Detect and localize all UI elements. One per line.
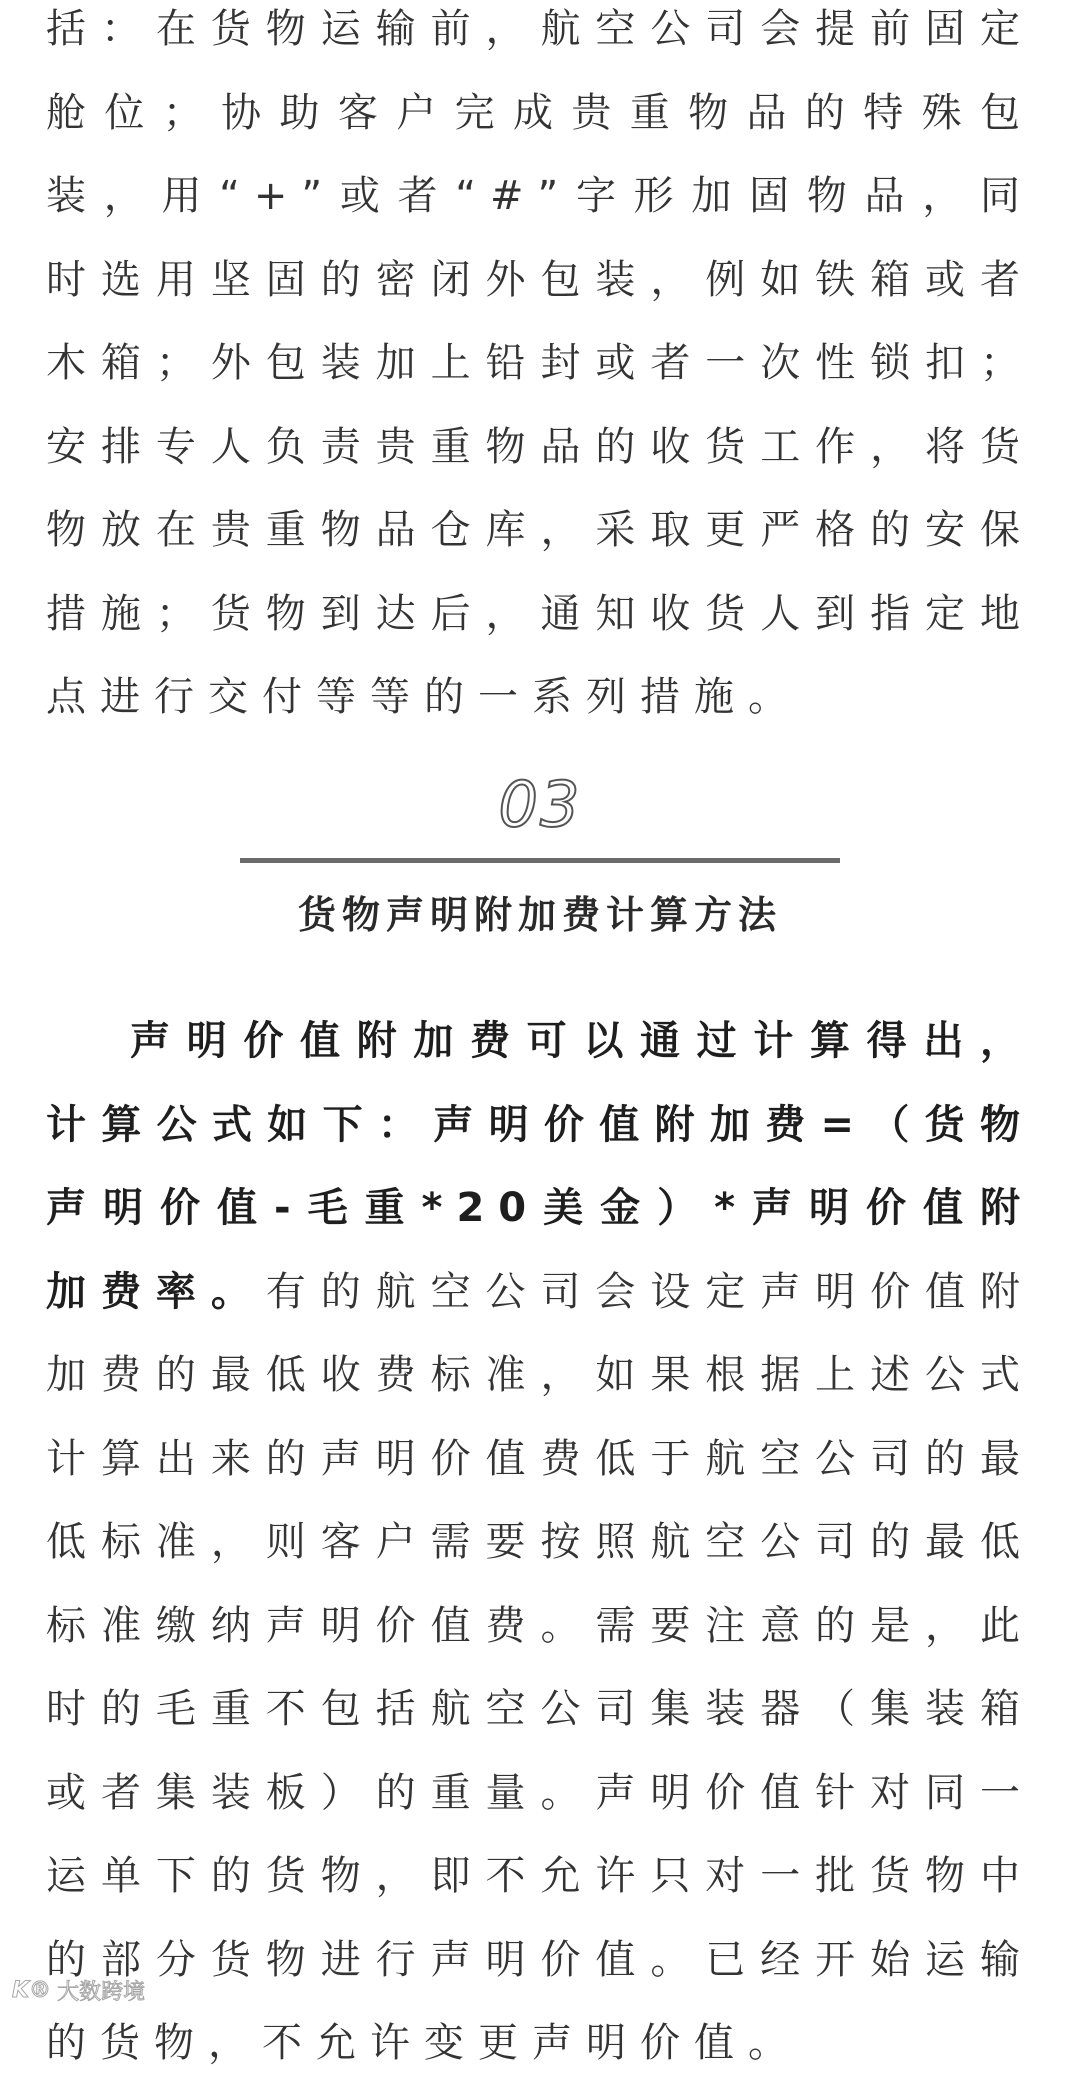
section-divider xyxy=(240,858,840,863)
watermark-logo-icon: K® xyxy=(12,1977,52,2003)
section-heading: 货物声明附加费计算方法 xyxy=(297,893,782,937)
paragraph-security-measures: 括：在货物运输前，航空公司会提前固定舱位；协助客户完成贵重物品的特殊包装，用“+”或者“#”字形加固物品，同时选用坚固的密闭外包装，例如铁箱或者木箱；外包装加上铅封或者一次性锁扣；安排专人负责贵重物品的收货工作，将货物放在贵重物品仓库，采取更严格的安保措施；货物到达后，通知收货人到指定地点进行交付等等的一系列措施。 xyxy=(46,6,1034,720)
paragraph-surcharge-calculation xyxy=(46,1000,1034,2086)
paragraph-body-text: 有的航空公司会设定声明价值附加费的最低收费标准，如果根据上述公式计算出来的声明价值费低于航空公司的最低标准，则客户需要按照航空公司的最低标准缴纳声明价值费。需要注意的是，此时的毛重不包括航空公司集装器（集装箱或者集装板）的重量。声明价值针对同一运单下的货物，即不允许只对一批货物中的部分货物进行声明价值。已经开始运输的货物，不允许变更声明价值。 xyxy=(46,1268,1035,2066)
watermark-text: 大数跨境 xyxy=(57,1979,146,2005)
formula-text: 声明价值附加费可以通过计算得出，计算公式如下：声明价值附加费=（货物声明价值-毛重*20美金）*声明价值附加费率。 xyxy=(46,1018,1034,1315)
section-number: 03 xyxy=(498,768,582,841)
watermark xyxy=(12,1975,145,2005)
